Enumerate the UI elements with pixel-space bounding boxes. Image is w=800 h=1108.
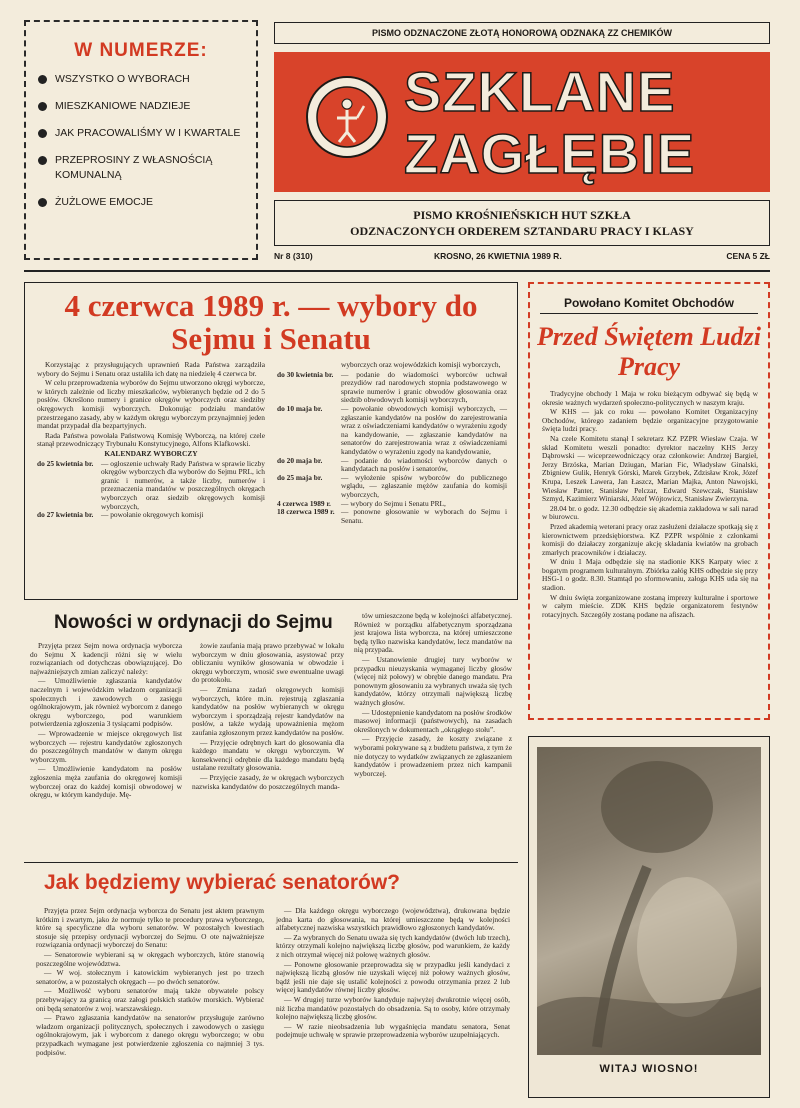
divider: [24, 270, 770, 272]
calendar-row: do 25 maja br. — wyłożenie spisów wyborców do publicznego wglądu, — zgłaszanie mężów zaufania do komisji wyborczych,: [277, 472, 507, 499]
bullet-icon: [38, 102, 47, 111]
article-headline: Jak będziemy wybierać senatorów?: [44, 871, 400, 894]
article-column: Tradycyjne obchody 1 Maja w roku bieżącym odbywać się będą w okresie ważnych wydarzeń społeczno-politycznych w naszym kraju. W KHS — jak co roku — powołano Komitet Organizacyjny Obchodów, którego zadaniem będzie organizacyjne przygotowanie święta ludzi pracy. Na czele Komitetu stanął I sekretarz KZ PZPR Wiesław Czaja. W skład Komitetu weszli ponadto: dyrektor naczelny KHS Jerzy Dąbrowski — wiceprzewodniczący oraz członkowie: Andrzej Bargieł, Jerzy Brzóska, Marian Dziugan, Marian Fic, Władysław Ginalski, Zbigniew Gulik, Henryk Górski, Marek Grzybek, Zdzisław Krok, Józef Krupa, Leszek Lawera, Jan Łaszcz, Marian Majka, Anton Nawojski, Wiesław Panter, Stanisław Pelczar, Edward Szewczak, Stanisław Szmyd, Kazimierz Winiarski, Józef Wójtowicz, Stanisław Zwierzyna. 28.04 br. o godz. 12.30 odbędzie się akademia zakładowa w sali narad w biurowcu. Przed akademią weterani pracy oraz zasłużeni działacze spotkają się z kierownictwem przedsiębiorstwa. KZ PZPR wspólnie z członkami komisji do działaczy zorganizuje akcję składania kwiatów na grobach zmarłych pracowników i działaczy. W dniu 1 Maja odbędzie się na stadionie KKS Karpaty wiec z bogatym programem kulturalnym. Zbiórka załóg KHS odbędzie się przy HSG-1 o godz. 8.30. Stamtąd po sformowaniu, załoga KHS uda się na stadion. W dniu święta zorganizowane zostaną imprezy kulturalne i sportowe w całym mieście. ZDK KHS będzie organizatorem festynów rotacyjnych. Szczegóły zostaną podane na afiszach.: [542, 389, 758, 619]
calendar-row: do 20 maja br. — podanie do wiadomości wyborców danych o kandydatach na posłów i senatorów,: [277, 455, 507, 474]
article-headline: Nowości w ordynacji do Sejmu: [54, 612, 333, 633]
emblem-logo-icon: [304, 74, 390, 160]
masthead-banner: [274, 52, 770, 192]
toc-item[interactable]: JAK PRACOWALIŚMY W I KWARTALE: [38, 126, 248, 141]
spring-photo: [528, 736, 770, 1098]
calendar-row: do 30 kwietnia br. — podanie do wiadomości wyborców uchwał prezydiów rad narodowych stopnia podstawowego w sprawie numerów i granic obwodów głosowania oraz siedzib obwodowych komisji wyborczych,: [277, 369, 507, 405]
toc-item[interactable]: PRZEPROSINY Z WŁASNOŚCIĄ KOMUNALNĄ: [38, 153, 248, 183]
article-headline: 4 czerwca 1989 r. — wybory do Sejmu i Senatu: [64, 288, 478, 356]
article-column: żowie zaufania mają prawo przebywać w lokalu wyborczym w dniu głosowania, asystować przy obliczaniu wyników głosowania w obwodzie i okręgu wyborczym, wnosić swe ewentualne uwagi do protokołu. — Zmiana zadań okręgowych komisji wyborczych, które m.in. rejestrują zgłaszania kandydatów na posłów wybieranych w okręgu wyborczym i sporządzają rejestr kandydatów na posłów, a także wydają upoważnienia mężom zaufania zgłoszonym przez kandydatów na posłów. — Przyjęcie odrębnych kart do głosowania dla każdego mandatu w okręgu wyborczym. W konsekwencji odrębnie dla każdego mandatu będą ustalane rezultaty głosowania. — Przyjęcie zasady, że w okręgach wyborczych nazwiska kandydatów do poszczególnych manda-: [192, 641, 344, 791]
toc-box: [24, 20, 258, 260]
bullet-icon: [38, 75, 47, 84]
article-column: tów umieszczone będą w kolejności alfabetycznej. Również w porządku alfabetycznym sporządzana jest krajowa lista wyborcza, na której umieszczone będą tylko nazwiska kandydatów, lecz mandatów na nią przypada. — Ustanowienie drugiej tury wyborów w przypadku nieuzyskania wymaganej liczby głosów (więcej niż połowy) w obrębie danego mandatu. Pra ponownym głosowaniu za wybranych uważa się tych kandydatów, którzy otrzymali największą liczbę ważnych głosów. — Udostępnienie kandydatom na posłów środków masowej informacji (państwowych), na zasadach określonych w dokumentach „okrągłego stołu”. — Przyjęcie zasady, że koszty związane z wyborami pokrywane są z budżetu państwa, z tym że nie dotyczy to wydatków związanych ze zgłaszaniem kandydatów i prowadzeniem przez nich kampanii wyborczej.: [354, 611, 513, 778]
article-kicker: Powołano Komitet Obchodów: [540, 296, 758, 314]
toc-item[interactable]: ŻUŻLOWE EMOCJE: [38, 195, 248, 210]
calendar-title: KALENDARZ WYBORCZY: [104, 448, 198, 458]
calendar-row: do 10 maja br. — powołanie obwodowych komisji wyborczych, — zgłaszanie kandydatów na posłów do zarejestrowania wraz z oświadczeniami kandydatów o wyrażeniu zgody na kandydowanie, — zgłaszanie kandydatów na senatorów do zarejestrowania wraz z oświadczeniami kandydatów o wyrażeniu zgody na kandydowanie,: [277, 403, 507, 456]
masthead-subtitle: PISMO KROŚNIEŃSKICH HUT SZKŁA ODZNACZONYCH ORDEREM SZTANDARU PRACY I KLASY: [274, 200, 770, 246]
calendar-row: do 25 kwietnia br. — ogłoszenie uchwały Rady Państwa w sprawie liczby okręgów wyborczych dla wyborów do Sejmu PRL, ich granic i numerów, a także liczby, numerów i przeznaczenia mandatów w poszczególnych okręgach wyborczych oraz siedzib okręgowych komisji wyborczych,: [37, 458, 265, 511]
article-column: Przyjęta przez Sejm ordynacja wyborcza do Senatu jest aktem prawnym krótkim i zwartym, jako że normuje tylko te procedury prawa wyborczego, które są specyficzne dla wyboru senatorów. W pozostałych kwestiach stosuje się przepisy ordynacji wyborczej do Sejmu. O ote najważniejsze rozwiązania ordynacji wyborczej do Senatu: — Senatorowie wybierani są w okręgach wyborczych, które stanowią poszczególne województwa. — W woj. stołecznym i katowickim wybieranych jest po trzech senatorów, a w pozostałych okręgach — po dwóch senatorów. — Możliwość wyboru senatorów mają także obywatele polscy przebywający za granicą oraz załogi polskich statków morskich. Wybierać oni będą senatorów z woj. warszawskiego. — Prawo zgłaszania kandydatów na senatorów przysługuje zarówno władzom organizacji politycznych, społecznych i zawodowych o zasięgu ogólnokrajowym, jak i wyborcom z danego okręgu wyborczego; w obu przypadkach wymagane jest potwierdzenie zgłoszenia co najmniej 3 tys. podpisów.: [36, 906, 264, 1057]
masthead-title-line1: SZKLANE: [404, 60, 676, 123]
bullet-icon: [38, 198, 47, 207]
article-labour-day: [528, 282, 770, 720]
issue-number: Nr 8 (310): [274, 251, 313, 261]
toc-title: W NUMERZE:: [74, 40, 208, 61]
article-sejm-ordinance: [24, 608, 518, 856]
toc-item[interactable]: WSZYSTKO O WYBORACH: [38, 72, 248, 87]
bullet-icon: [38, 129, 47, 138]
calendar-row: 4 czerwca 1989 r. — wybory do Sejmu i Senatu PRL,: [277, 498, 446, 508]
issue-date: KROSNO, 26 KWIETNIA 1989 R.: [434, 251, 562, 261]
calendar-row: 18 czerwca 1989 r. — ponowne głosowanie w wyborach do Sejmu i Senatu.: [277, 507, 507, 525]
article-column: — Dla każdego okręgu wyborczego (województwa), drukowana będzie jedna karta do głosowania, na której umieszczone będą w kolejności alfabetycznej nazwiska wszystkich prawidłowo zgłoszonych kandydatów. — Za wybranych do Senatu uważa się tych kandydatów (dwóch lub trzech), którzy otrzymali kolejno największą liczbę głosów, pod warunkiem, że każdy z nich otrzymał więcej niż połowę ważnych głosów. — Ponowne głosowanie przeprowadza się w przypadku jeśli kandydaci z największą liczbą głosów nie uzyskali więcej niż połowy ważnych głosów, bądź jeśli nie daje się ustalić kolejności z powodu otrzymania przez 2 lub więcej kandydatów równej liczby głosów. — W drugiej turze wyborów kandyduje najwyżej dwukrotnie więcej osób, niż liczba mandatów pozostałych do obsadzenia. Są to osoby, które otrzymały kolejno największą liczbę głosów. — W razie nieobsadzenia lub wygaśnięcia mandatu senatora, Senat podejmuje uchwałę w sprawie przeprowadzenia wyborów uzupełniających.: [276, 906, 510, 1040]
toc-list: [26, 72, 256, 210]
article-column: Korzystając z przysługujących uprawnień Rada Państwa zarządziła wybory do Sejmu i Senatu oraz ustaliła ich datę na niedzielę 4 czerwca br. W celu przeprowadzenia wyborów do Sejmu utworzono okręgi wyborcze, w których zależnie od liczby mieszkańców, wybieranych będzie od 2 do 5 posłów. Określono numery i granice okręgów wyborczych oraz siedziby okręgowych komisji wyborczych. Dokonując podziału mandatów przestrzegano zasady, aby w każdym okręgu wyborczym przynajmniej jeden mandat przypadał dla bezpartyjnych. Rada Państwa powołała Państwową Komisję Wyborczą, na której czele stanął przewodniczący Trybunału Konstytucyjnego, Alfons Klafkowski. KALENDARZ WYBORCZY do 25 kwietnia br. — ogłoszenie uchwały Rady Państwa w sprawie liczby okręgów wyborczych dla wyborów do Sejmu PRL, ich granic i numerów, a także liczby, numerów i przeznaczenia mandatów w poszczególnych okręgach wyborczych oraz siedzib okręgowych komisji wyborczych, do 27 kwietnia br. — powołanie okręgowych komisji: [37, 360, 265, 520]
issue-line: [274, 249, 770, 267]
article-elections: [24, 282, 518, 600]
issue-price: CENA 5 ZŁ: [726, 251, 770, 261]
photo-caption: WITAJ WIOSNO!: [599, 1063, 699, 1075]
honor-line: PISMO ODZNACZONE ZŁOTĄ HONOROWĄ ODZNAKĄ ZZ CHEMIKÓW: [274, 22, 770, 44]
article-column: Przyjęta przez Sejm nowa ordynacja wyborcza do Sejmu X kadencji różni się w wielu rozwiązaniach od dotychczas obowiązującej. Do najważniejszych zmian zaliczyć należy: — Umożliwienie zgłaszania kandydatów naczelnym i wojewódzkim władzom organizacji społecznych i zawodowych o zasięgu ogólnokrajowym, jak również wyborcom z danego okręgu wyborczego, pod warunkiem potwierdzenia zgłoszenia 3 tysiącami podpisów. — Wprowadzenie w miejsce okręgowych list wyborczych — rejestru kandydatów zgłoszonych do poszczególnych mandatów w danym okręgu wyborczym. — Umożliwienie kandydatom na posłów zgłoszenia męża zaufania do okręgowej komisji wyborczej oraz do każdej komisji obwodowej w okręgu, w którym kandyduje. Mę-: [30, 641, 182, 800]
article-column: wyborczych oraz wojewódzkich komisji wyborczych, do 30 kwietnia br. — podanie do wiadomości wyborców uchwał prezydiów rad narodowych stopnia podstawowego w sprawie numerów i granic obwodów głosowania oraz siedzib obwodowych komisji wyborczych, do 10 maja br. — powołanie obwodowych komisji wyborczych, — zgłaszanie kandydatów na posłów do zarejestrowania wraz z oświadczeniami kandydatów o wyrażeniu zgody na kandydowanie, — zgłaszanie kandydatów na senatorów do zarejestrowania wraz z oświadczeniami kandydatów o wyrażeniu zgody na kandydowanie, do 20 maja br. — podanie do wiadomości wyborców danych o kandydatach na posłów i senatorów, do 25 maja br. — wyłożenie spisów wyborców do publicznego wglądu, — zgłaszanie mężów zaufania do komisji wyborczych, 4 czerwca 1989 r. — wybory do Sejmu i Senatu PRL, 18 czerwca 1989 r. — ponowne głosowanie w wyborach do Sejmu i Senatu.: [277, 360, 507, 525]
article-headline: Przed Świętem Ludzi Pracy: [537, 322, 761, 381]
masthead-title-line2: ZAGŁĘBIE: [404, 122, 696, 185]
photo-image: [537, 747, 761, 1055]
article-senate-elections: [24, 862, 518, 1102]
tulip-photo-icon: [537, 747, 761, 1055]
calendar-row: do 27 kwietnia br. — powołanie okręgowych komisji: [37, 510, 204, 520]
toc-item[interactable]: MIESZKANIOWE NADZIEJE: [38, 99, 248, 114]
bullet-icon: [38, 156, 47, 165]
